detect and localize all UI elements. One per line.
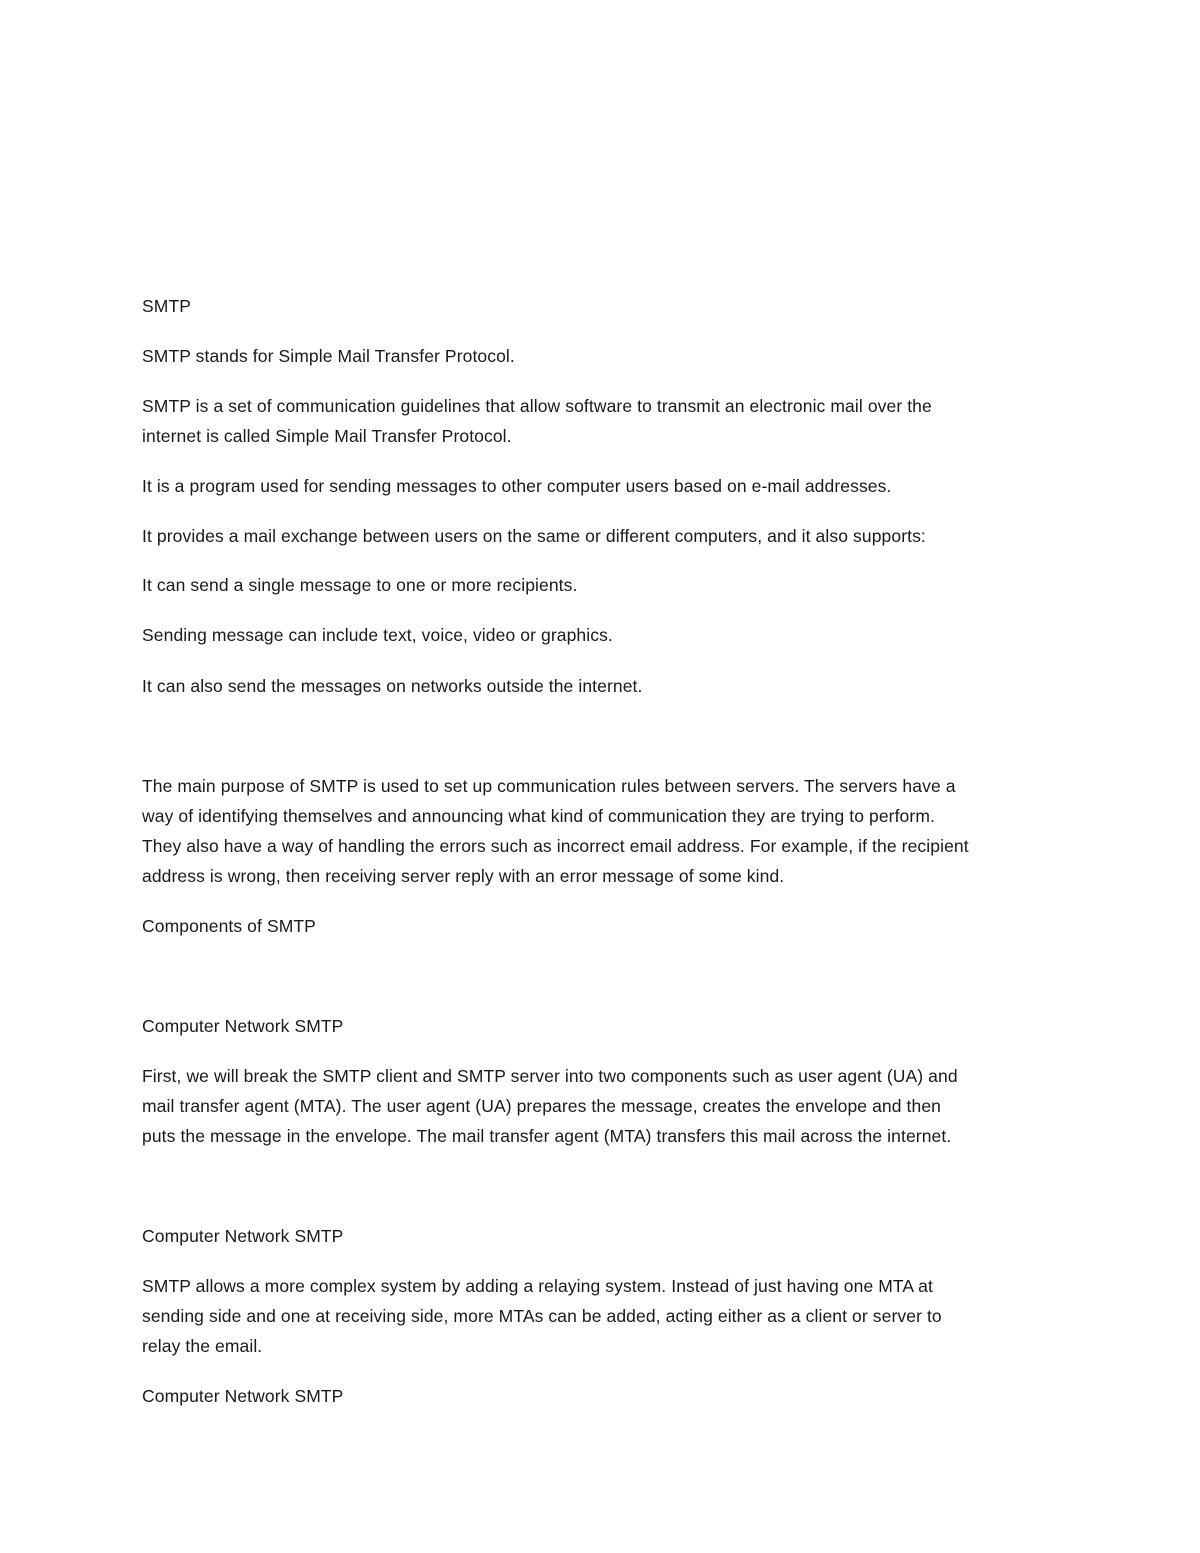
paragraph-1-line-2: internet is called Simple Mail Transfer Protocol. [142, 426, 512, 446]
purpose-line-4: address is wrong, then receiving server reply with an error message of some kind. [142, 866, 785, 886]
purpose-line-3: They also have a way of handling the errors such as incorrect email address. For example, if the recipient [142, 836, 969, 856]
components-heading: Components of SMTP [142, 916, 316, 936]
paragraph-1-line-1: SMTP is a set of communication guidelines that allow software to transmit an electronic mail over the [142, 396, 932, 416]
document-title: SMTP [142, 296, 192, 316]
relay-line-3: relay the email. [142, 1336, 263, 1356]
purpose-line-1: The main purpose of SMTP is used to set up communication rules between servers. The servers have a [142, 776, 956, 796]
figure-caption-1: Computer Network SMTP [142, 1016, 344, 1036]
support-item-3: It can also send the messages on networks outside the internet. [142, 676, 643, 696]
purpose-line-2: way of identifying themselves and announcing what kind of communication they are trying to perform. [142, 806, 935, 826]
definition-paragraph: SMTP stands for Simple Mail Transfer Protocol. [142, 346, 515, 366]
components-line-2: mail transfer agent (MTA). The user agent (UA) prepares the message, creates the envelope and then [142, 1096, 942, 1116]
figure-caption-3: Computer Network SMTP [142, 1386, 344, 1406]
figure-caption-2: Computer Network SMTP [142, 1226, 344, 1246]
relay-line-2: sending side and one at receiving side, more MTAs can be added, acting either as a client or server to [142, 1306, 942, 1326]
relay-line-1: SMTP allows a more complex system by adding a relaying system. Instead of just having one MTA at [142, 1276, 933, 1296]
support-item-2: Sending message can include text, voice, video or graphics. [142, 625, 613, 645]
paragraph-2: It is a program used for sending messages to other computer users based on e-mail addresses. [142, 476, 892, 496]
components-line-3: puts the message in the envelope. The mail transfer agent (MTA) transfers this mail across the internet. [142, 1126, 952, 1146]
support-item-1: It can send a single message to one or more recipients. [142, 575, 578, 595]
paragraph-3: It provides a mail exchange between users on the same or different computers, and it also supports: [142, 526, 926, 546]
components-line-1: First, we will break the SMTP client and SMTP server into two components such as user agent (UA) and [142, 1066, 958, 1086]
